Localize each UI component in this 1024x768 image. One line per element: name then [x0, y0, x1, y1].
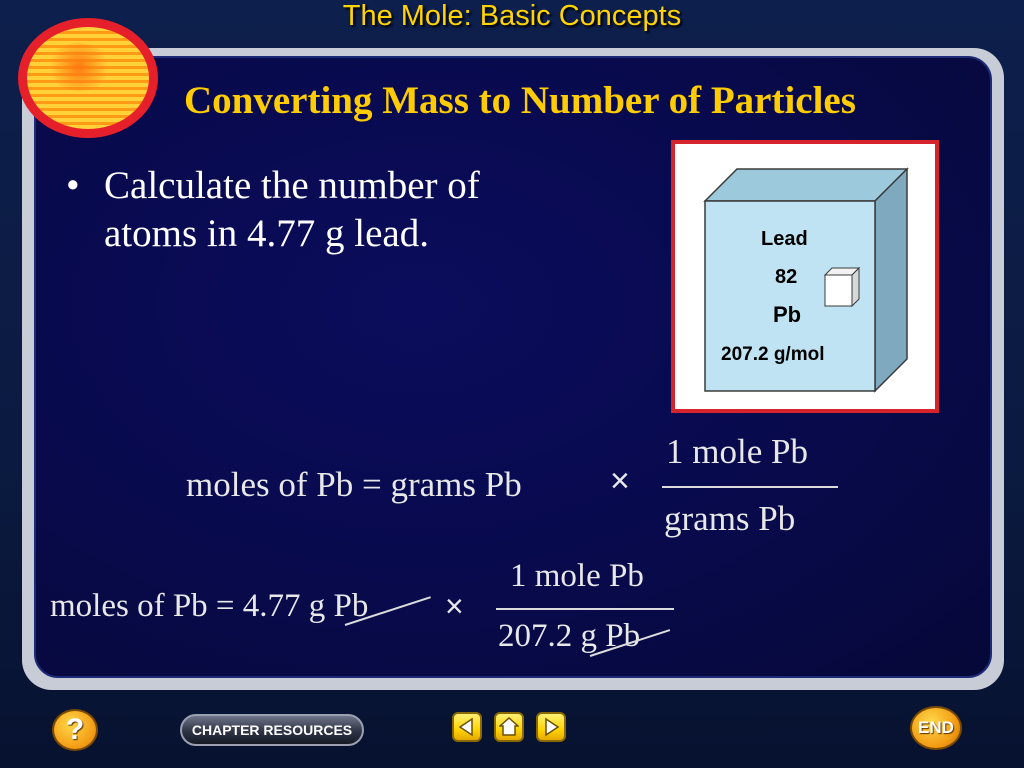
- equation2-fraction-bar: [496, 608, 674, 610]
- element-molar-mass: 207.2 g/mol: [721, 344, 825, 365]
- equation2-lhs: [50, 588, 368, 625]
- logo-glow: [48, 43, 110, 91]
- equation1-numerator: 1 mole Pb: [666, 432, 808, 471]
- equation2-denominator-prefix: 207.2: [498, 618, 581, 654]
- equation2-numerator: 1 mole Pb: [510, 558, 644, 594]
- chapter-resources-button[interactable]: CHAPTER RESOURCES: [180, 714, 364, 746]
- equation1-lhs: moles of Pb = grams Pb: [186, 465, 522, 504]
- equation1-times: ×: [610, 462, 630, 500]
- home-button[interactable]: [494, 712, 524, 742]
- equation2-lhs-prefix: moles of Pb = 4.77: [50, 588, 309, 624]
- equation2-denominator-cancel: g Pb: [580, 618, 641, 654]
- equation1-fraction-bar: [662, 486, 838, 488]
- header-title: The Mole: Basic Concepts: [342, 0, 682, 32]
- equation1-denominator: grams Pb: [664, 499, 796, 538]
- help-icon: ?: [65, 713, 85, 746]
- element-block-icon: [675, 144, 935, 409]
- element-card: [671, 140, 939, 413]
- arrow-left-icon: [457, 717, 477, 737]
- equation2-times: ×: [445, 588, 464, 624]
- previous-button[interactable]: [452, 712, 482, 742]
- bullet-marker: •: [66, 164, 80, 207]
- bullet-item: [66, 162, 516, 258]
- help-button[interactable]: [52, 709, 98, 751]
- logo-emblem-icon: [18, 18, 158, 138]
- element-name: Lead: [761, 228, 808, 250]
- element-symbol: Pb: [773, 302, 802, 327]
- element-atomic-number: 82: [775, 266, 798, 288]
- equation2-denominator: [498, 618, 640, 655]
- home-icon: [499, 717, 519, 737]
- slide-title: Converting Mass to Number of Particles: [184, 79, 856, 122]
- next-button[interactable]: [536, 712, 566, 742]
- bullet-text: Calculate the number of atoms in 4.77 g lead.: [104, 164, 480, 255]
- end-icon: END: [918, 718, 954, 737]
- arrow-right-icon: [541, 717, 561, 737]
- end-button[interactable]: [910, 706, 962, 750]
- equation2-lhs-cancel: g Pb: [308, 588, 369, 624]
